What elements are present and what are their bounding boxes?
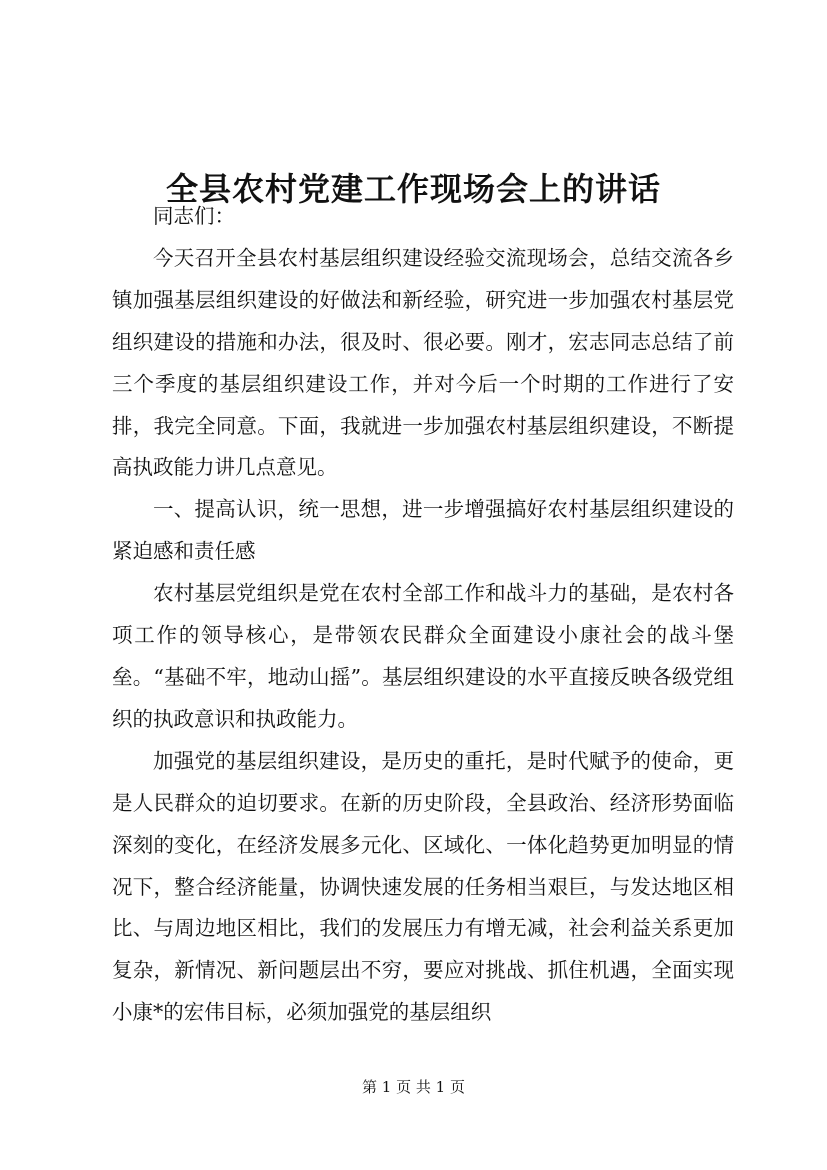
body-paragraph: 加强党的基层组织建设，是历史的重托，是时代赋予的使命，更是人民群众的迫切要求。在新的历史阶段，全县政治、经济形势面临深刻的变化，在经济发展多元化、区域化、一体化趋势更加明显的情况下，整合经济能量，协调快速发展的任务相当艰巨，与发达地区相比、与周边地区相比，我们的发展压力有增无减，社会利益关系更加复杂，新情况、新问题层出不穷，要应对挑战、抓住机遇，全面实现小康*的宏伟目标，必须加强党的基层组织	[112, 748, 734, 1025]
section-heading-1: 一、提高认识，统一思想，进一步增强搞好农村基层组织建设的紧迫感和责任感	[112, 497, 734, 564]
page-footer: 第 1 页 共 1 页	[362, 1078, 465, 1096]
document-title: 全县农村党建工作现场会上的讲话	[165, 170, 661, 209]
body-paragraph: 农村基层党组织是党在农村全部工作和战斗力的基础，是农村各项工作的领导核心，是带领农民群众全面建设小康社会的战斗堡垒。“基础不牢，地动山摇”。基层组织建设的水平直接反映各级党组织的执政意识和执政能力。	[112, 581, 734, 731]
document-body	[112, 196, 734, 1034]
intro-paragraph: 今天召开全县农村基层组织建设经验交流现场会，总结交流各乡镇加强基层组织建设的好做法和新经验，研究进一步加强农村基层党组织建设的措施和办法，很及时、很必要。刚才，宏志同志总结了前三个季度的基层组织建设工作，并对今后一个时期的工作进行了安排，我完全同意。下面，我就进一步加强农村基层组织建设，不断提高执政能力讲几点意见。	[112, 245, 734, 480]
salutation-paragraph: 同志们：	[153, 204, 235, 228]
